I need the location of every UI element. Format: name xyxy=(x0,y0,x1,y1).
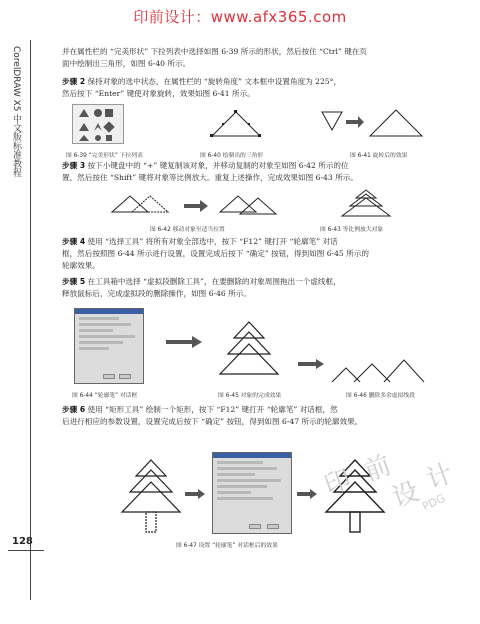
book-spine-label xyxy=(10,46,26,186)
caption-fig-6-40: 图 6-40 绘制出的三角形 xyxy=(200,153,264,159)
figure-move-copy xyxy=(108,190,288,216)
arrow-right-icon xyxy=(296,488,318,500)
text-line: 并在属性栏的 “完美形状” 下拉列表中选择如图 6-39 所示的形状，然后按住 “Ctrl” 键在页 xyxy=(62,47,367,56)
watermark-char: 计 xyxy=(422,458,458,496)
caption-fig-6-46: 图 6-46 删除多余虚拟线段 xyxy=(346,393,416,399)
text-line: 轮廓效果。 xyxy=(62,261,100,270)
arrow-right-icon xyxy=(184,488,206,500)
watermark-char: 印 xyxy=(320,464,356,502)
text-line: 使用 “选择工具” 将所有对象全部选中，按下 “F12” 键打开 “轮廓笔” 对话 xyxy=(85,237,338,246)
caption-fig-6-39: 图 6-39 “完美形状” 下拉列表 xyxy=(66,153,143,159)
figure-tree-with-trunk xyxy=(116,456,186,536)
watermark-char: 设 xyxy=(388,476,424,514)
text-line: 然后按下 “Enter” 键使对象旋转，效果如图 6-41 所示。 xyxy=(62,89,255,98)
text-line: 框，然后按照图 6-44 所示进行设置，设置完成后按下 “确定” 按钮，得到如图 6-45 所示的 xyxy=(62,249,369,258)
figure-tree-outline xyxy=(214,318,284,384)
spine-title: CorelDRAW X5 中文版标准教程 xyxy=(11,46,21,178)
page-number: 128 xyxy=(12,536,33,547)
text-line: 按下小键盘中的 “+” 键复制该对象，并移动复制的对象至如图 6-42 所示的位 xyxy=(85,161,349,170)
caption-fig-6-43: 图 6-43 等比例放大对象 xyxy=(320,227,384,233)
dialog-titlebar xyxy=(213,453,291,458)
figure-tree-trimmed xyxy=(330,356,426,386)
paragraph-step-5 xyxy=(62,276,422,300)
paragraph-step-3 xyxy=(62,160,422,184)
site-banner: 印前设计：www.afx365.com xyxy=(133,8,347,26)
watermark-pdg: PDG xyxy=(420,491,448,514)
caption-fig-6-45: 图 6-45 对象的完成效果 xyxy=(218,393,282,399)
step-label: 步骤 2 xyxy=(62,77,86,86)
paragraph-step-2 xyxy=(62,76,422,100)
step-label: 步骤 6 xyxy=(62,405,86,414)
paragraph-intro xyxy=(62,46,422,70)
figure-triangle xyxy=(206,106,266,142)
arrow-right-icon xyxy=(346,116,364,128)
watermark-char: 前 xyxy=(360,450,396,488)
text-line: 置，然后按住 “Shift” 键将对象等比例放大。重复上述操作，完成效果如图 6-43 所示。 xyxy=(62,173,358,182)
text-line: 释放鼠标后，完成虚拟段的删除操作，如图 6-46 所示。 xyxy=(62,289,251,298)
figure-scaled-copies xyxy=(336,186,396,220)
text-line: 在工具箱中选择 “虚拟段删除工具”，在要删除的对象周围拖出一个虚线框， xyxy=(85,277,341,286)
paragraph-step-4 xyxy=(62,236,422,272)
arrow-right-icon xyxy=(164,334,204,350)
page-number-rule xyxy=(8,550,44,551)
figure-outline-pen-dialog xyxy=(74,308,144,384)
figure-rotated-triangle xyxy=(318,104,426,144)
paragraph-step-6 xyxy=(62,404,422,428)
step-label: 步骤 3 xyxy=(62,161,86,170)
step-label: 步骤 5 xyxy=(62,277,86,286)
watermark-stamp xyxy=(318,442,468,522)
arrow-right-icon xyxy=(184,200,208,212)
text-line: 面中绘制出三角形，如图 6-40 所示。 xyxy=(62,59,191,68)
text-line: 保持对象的选中状态，在属性栏的 “旋转角度” 文本框中设置角度为 225°， xyxy=(85,77,342,86)
text-line: 使用 “矩形工具” 绘制一个矩形，按下 “F12” 键打开 “轮廓笔” 对话框，然 xyxy=(85,405,338,414)
caption-fig-6-47: 图 6-47 设置 “轮廓笔” 对话框后的效果 xyxy=(176,543,278,549)
arrow-right-icon xyxy=(296,358,326,370)
caption-fig-6-42: 图 6-42 移动对象至适当位置 xyxy=(150,227,225,233)
caption-fig-6-44: 图 6-44 “轮廓笔” 对话框 xyxy=(72,393,138,399)
dialog-titlebar xyxy=(75,309,143,314)
shape-grid-icon xyxy=(73,105,123,143)
caption-fig-6-41: 图 6-41 旋转后的效果 xyxy=(350,153,408,159)
figure-perfect-shapes-dropdown xyxy=(72,104,124,144)
text-line: 后进行相应的参数设置，设置完成后按下 “确定” 按钮，得到如图 6-47 所示的轮廓效果。 xyxy=(62,417,363,426)
step-label: 步骤 4 xyxy=(62,237,86,246)
spine-divider xyxy=(30,40,31,600)
figure-outline-pen-dialog-2 xyxy=(212,452,292,534)
